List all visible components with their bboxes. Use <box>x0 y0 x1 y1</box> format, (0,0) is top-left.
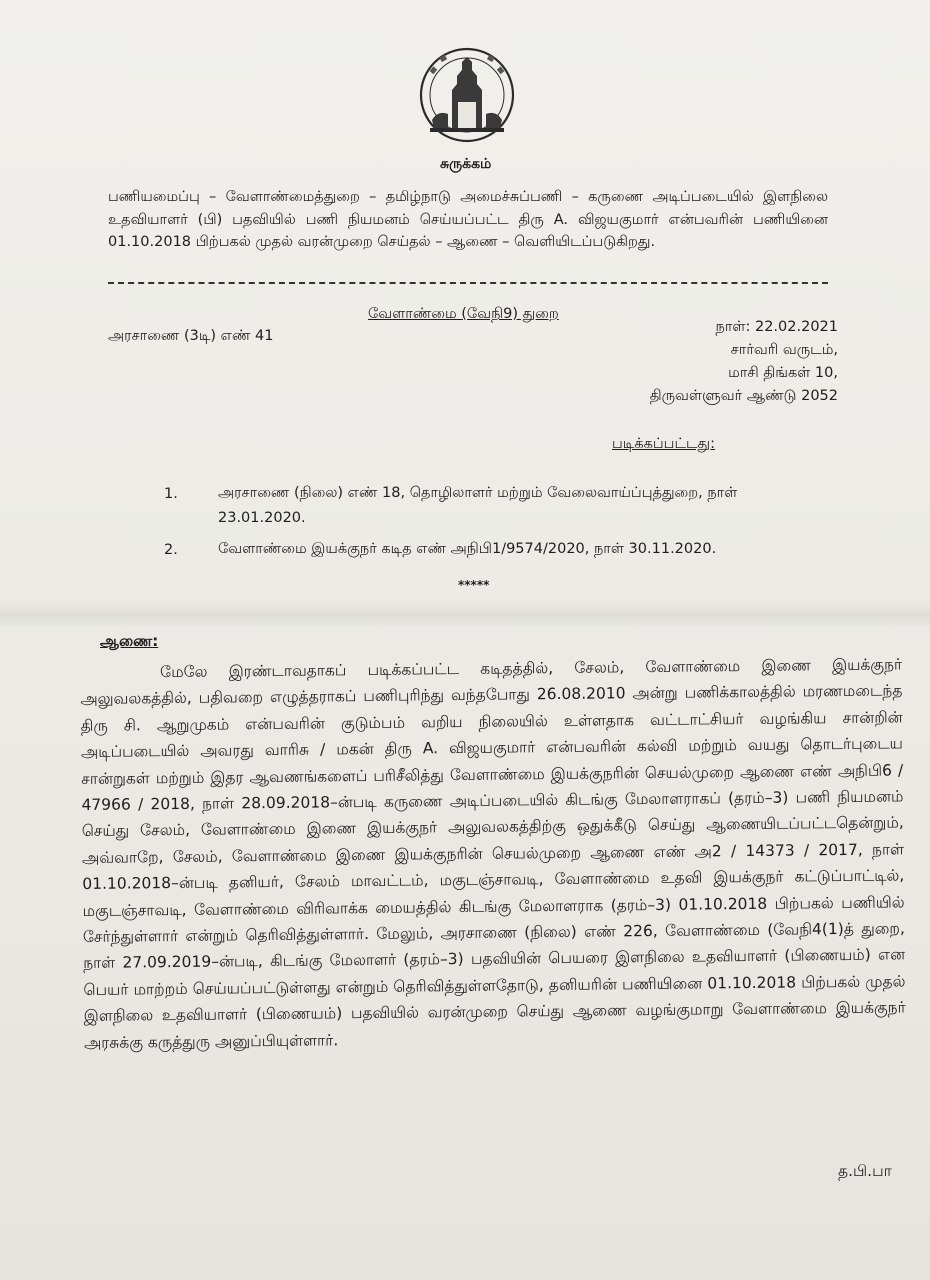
separator-stars: ***** <box>458 578 490 592</box>
subject-paragraph: பணியமைப்பு – வேளாண்மைத்துறை – தமிழ்நாடு அமைச்சுப்பணி – கருணை அடிப்படையில் இளநிலை உதவியாளர் (பி) பதவியில் பணி நியமனம் செய்யப்பட்ட திரு A. விஜயகுமார் என்பவரின் பணியினை 01.10.2018 பிற்பகல் முதல் வரன்முறை செய்தல் – ஆணை – வெளியிடப்படுகிறது. <box>108 189 828 250</box>
date-line: சார்வரி வருடம், <box>730 342 838 358</box>
order-heading: ஆணை: <box>100 632 159 650</box>
department-heading: வேளாண்மை (வேநி9) துறை <box>368 306 559 322</box>
date-line: திருவள்ளுவர் ஆண்டு 2052 <box>649 388 838 404</box>
date-line: நாள்: 22.02.2021 <box>715 319 838 335</box>
emblem-icon <box>408 44 526 146</box>
read-heading: படிக்கப்பட்டது: <box>612 436 716 452</box>
continued-mark: த.பி.பா <box>838 1162 892 1180</box>
reference-number: 2. <box>164 542 178 558</box>
paper-fold-shadow <box>0 600 930 630</box>
reference-number: 1. <box>164 486 178 502</box>
reference-text: வேளாண்மை இயக்குநர் கடித எண் அநிபி1/9574/2020, நாள் 30.11.2020. <box>218 541 717 557</box>
date-block <box>650 316 838 408</box>
go-number: அரசாணை (3டி) எண் 41 <box>108 328 274 344</box>
order-body: மேலே இரண்டாவதாகப் படிக்கப்பட்ட கடிதத்தில், சேலம், வேளாண்மை இணை இயக்குநர் அலுவலகத்தில், பதிவறை எழுத்தராகப் பணிபுரிந்து வந்தபோது 26.08.2010 அன்று பணிக்காலத்தில் மரணமடைந்த திரு சி. ஆறுமுகம் என்பவரின் குடும்பம் வறிய நிலையில் உள்ளதாக வட்டாட்சியர் வழங்கிய சான்றின் அடிப்படையில் அவரது வாரிசு / மகன் திரு A. விஜயகுமார் என்பவரின் கல்வி மற்றும் வயது தொடர்புடைய சான்றுகள் மற்றும் இதர ஆவணங்களைப் பரிசீலித்து வேளாண்மை இயக்குநரின் செயல்முறை ஆணை எண் அநிபி6 / 47966 / 2018, நாள் 28.09.2018–ன்படி கருணை அடிப்படையில் கிடங்கு மேலாளராகப் (தரம்–3) பணி நியமனம் செய்து சேலம், வேளாண்மை இணை இயக்குநர் அலுவலகத்திற்கு ஒதுக்கீடு செய்து ஆணையிடப்பட்டதென்றும், அவ்வாறே, சேலம், வேளாண்மை இணை இயக்குநரின் செயல்முறை ஆணை எண் அ2 / 14373 / 2017, நாள் 01.10.2018–ன்படி தனியர், சேலம் மாவட்டம், மகுடஞ்சாவடி, வேளாண்மை உதவி இயக்குநர் கட்டுப்பாட்டில், மகுடஞ்சாவடி, வேளாண்மை விரிவாக்க மையத்தில் கிடங்கு மேலாளராக (தரம்–3) 01.10.2018 பிற்பகல் பணியில் சேர்ந்துள்ளார் என்றும் தெரிவித்துள்ளார். மேலும், அரசாணை (நிலை) எண் 226, வேளாண்மை (வேநி4(1)த் துறை, நாள் 27.09.2019–ன்படி, கிடங்கு மேலாளர் (தரம்–3) பதவியின் பெயரை இளநிலை உதவியாளர் (பிணையம்) என பெயர் மாற்றம் செய்யப்பட்டுள்ளது என்றும் தெரிவித்துள்ளதோடு, தனியரின் பணியினை 01.10.2018 பிற்பகல் முதல் இளநிலை உதவியாளர் (பிணையம்) பதவியில் வரன்முறை செய்து ஆணை வழங்குமாறு வேளாண்மை இயக்குநர் அரசுக்கு கருத்துரு அனுப்பியுள்ளார். <box>80 655 906 1052</box>
reference-text: அரசாணை (நிலை) எண் 18, தொழிலாளர் மற்றும் வேலைவாய்ப்புத்துறை, நாள் 23.01.2020. <box>218 485 738 526</box>
date-line: மாசி திங்கள் 10, <box>728 365 838 381</box>
document-title: சுருக்கம் <box>440 156 492 172</box>
dashed-divider <box>108 282 828 284</box>
